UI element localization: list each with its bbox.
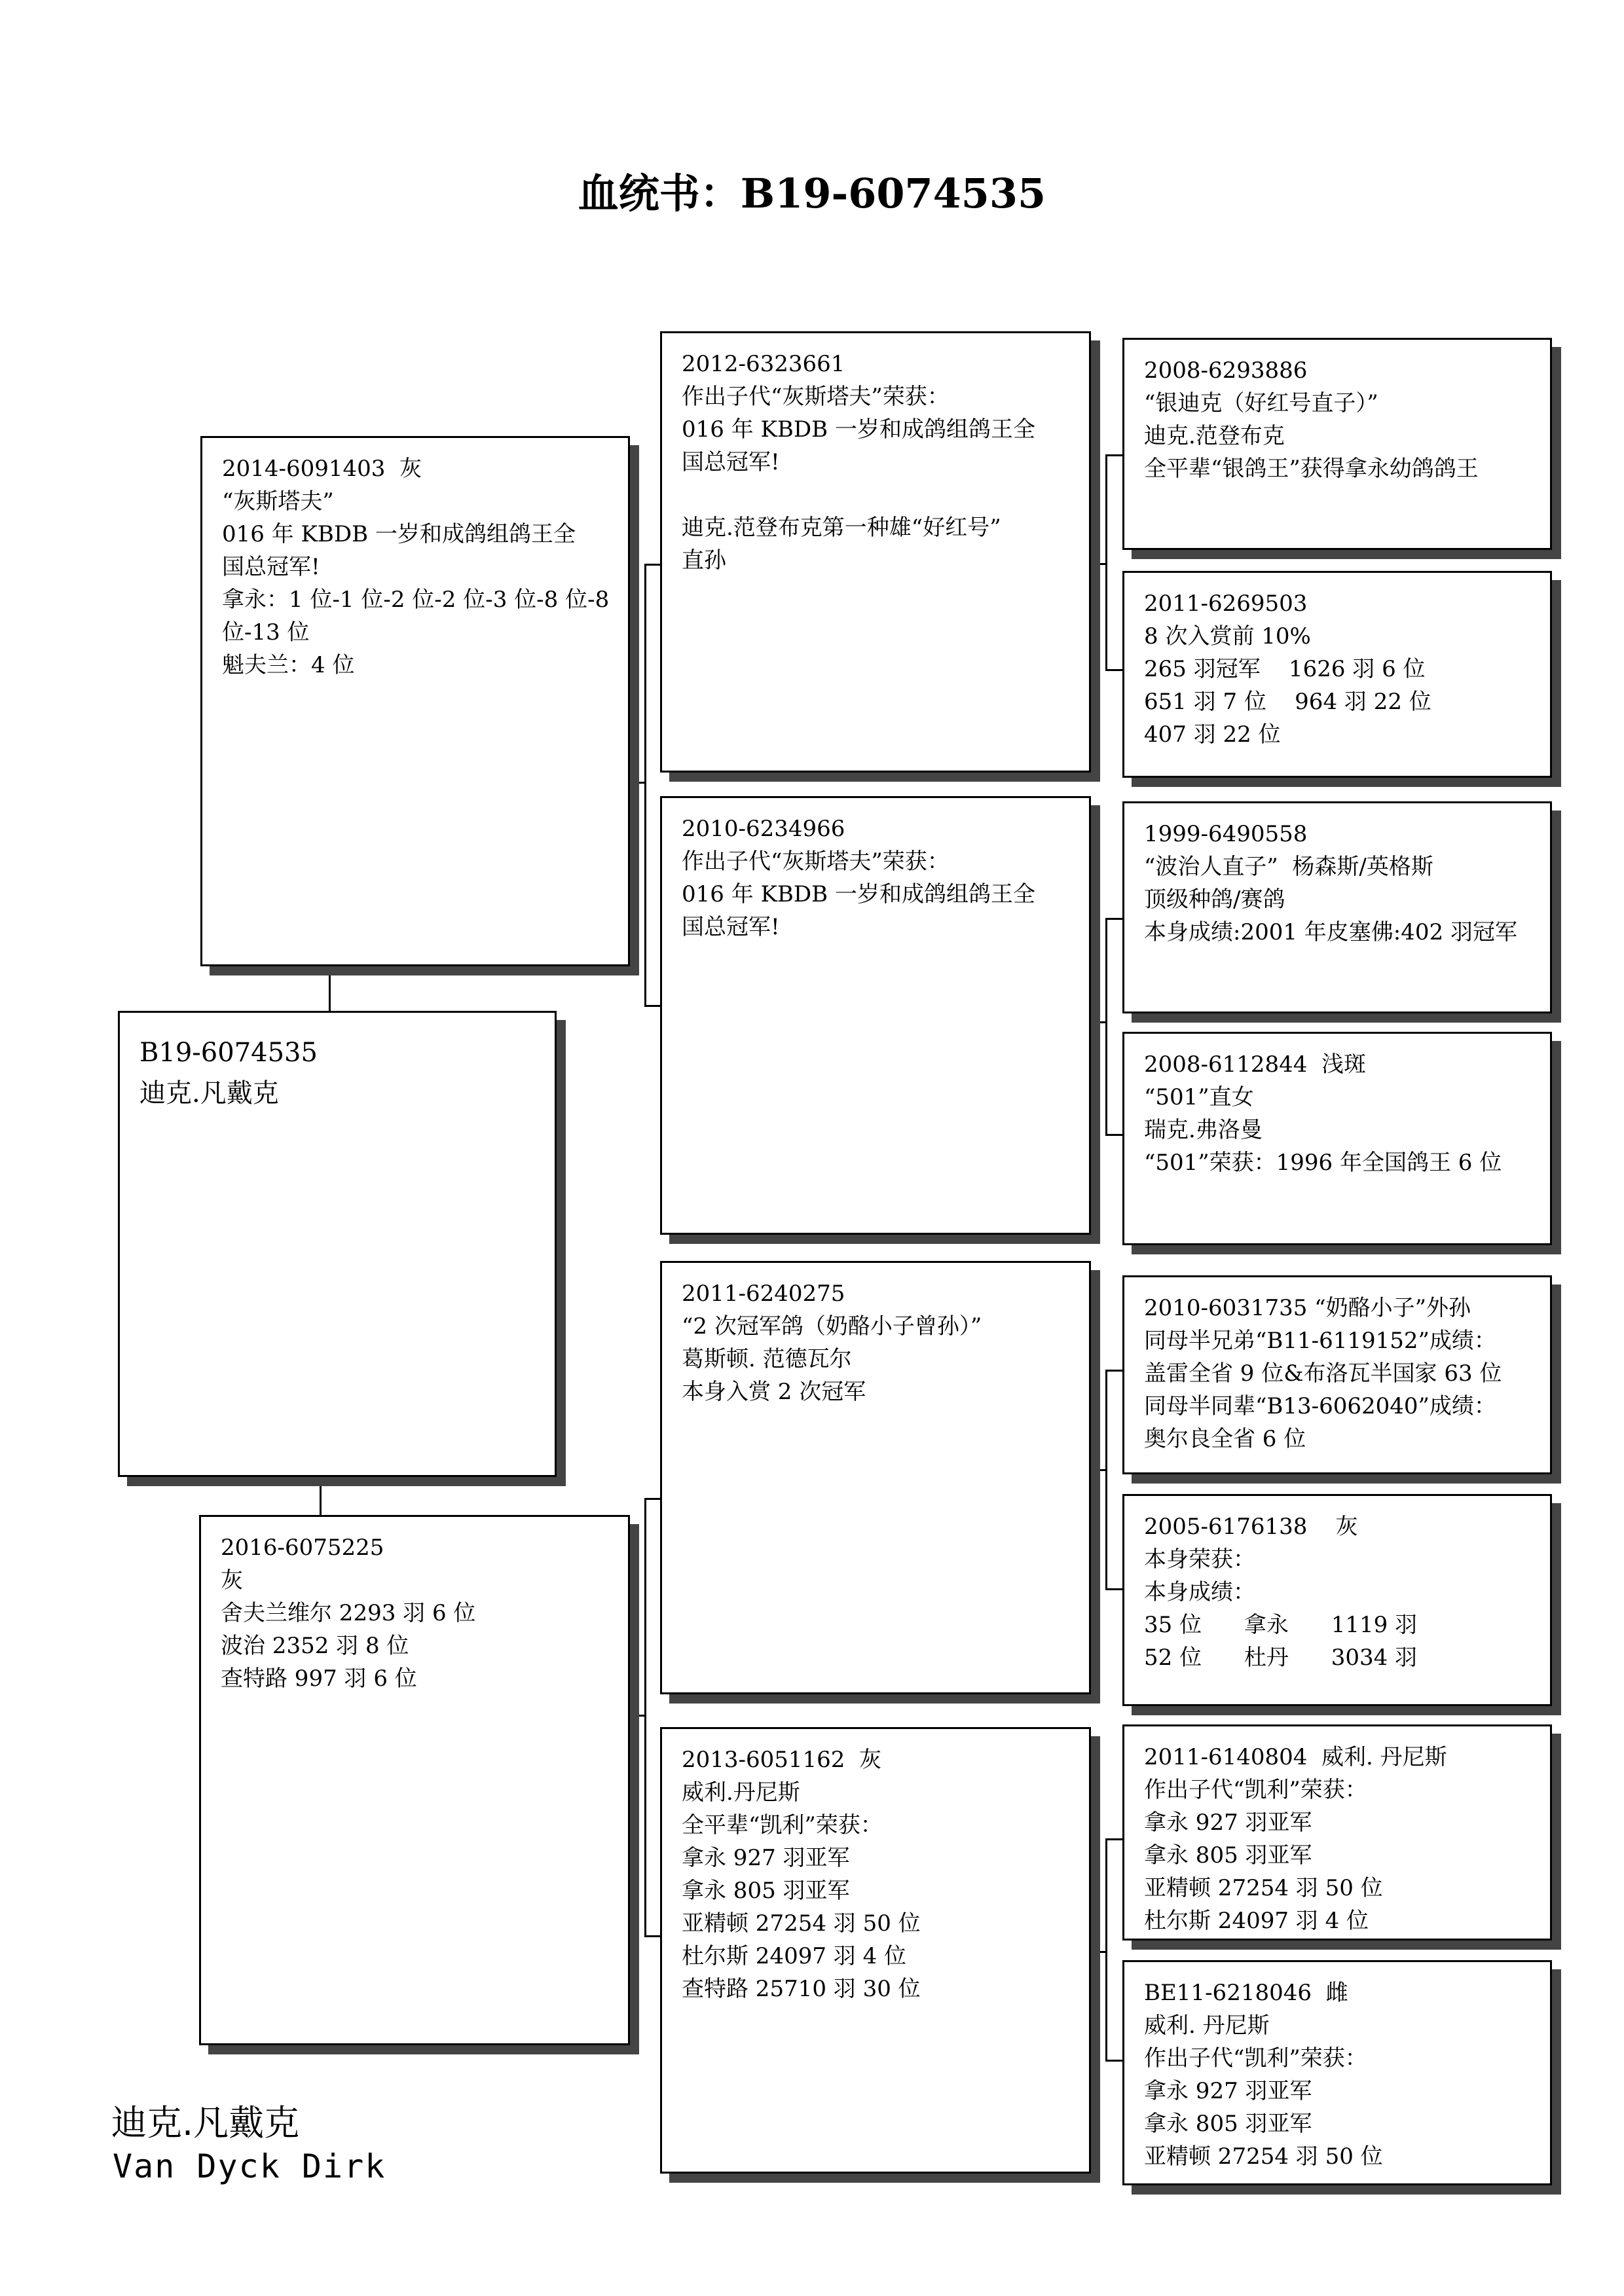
sire-sire-card	[660, 331, 1091, 773]
dam-sire-card	[660, 1261, 1091, 1694]
dam-sire-line: 2011-6240275	[682, 1281, 845, 1307]
ss-sire-line: “银迪克（好红号直子）”	[1144, 390, 1378, 416]
dam-dam-line: 拿永 927 羽亚军	[682, 1845, 850, 1871]
connector-line	[1091, 563, 1107, 565]
sd-sire-line: “波治人直子” 杨森斯/英格斯	[1144, 854, 1433, 880]
sd-dam-line: 瑞克.弗洛曼	[1144, 1117, 1263, 1143]
ss-dam-line: 8 次入赏前 10%	[1144, 623, 1311, 649]
dd-sire-line: 拿永 805 羽亚军	[1144, 1842, 1312, 1868]
sire-sire-line: 2012-6323661	[682, 351, 845, 377]
dd-dam-line: 威利. 丹尼斯	[1144, 2013, 1270, 2039]
ss-dam-line: 651 羽 7 位 964 羽 22 位	[1144, 689, 1431, 715]
dd-sire-line: 杜尔斯 24097 羽 4 位	[1144, 1908, 1369, 1934]
connector-line	[1105, 1588, 1122, 1590]
subject-breeder: 迪克.凡戴克	[139, 1078, 279, 1108]
connector-line	[1091, 1951, 1107, 1953]
connector-line	[1105, 1370, 1122, 1372]
dam-dam-line: 威利.丹尼斯	[682, 1779, 800, 1806]
dd-sire-line: 拿永 927 羽亚军	[1144, 1810, 1312, 1836]
sire-dam-card	[660, 796, 1091, 1235]
dd-dam-line: 拿永 805 羽亚军	[1144, 2111, 1312, 2137]
sire-line: 2014-6091403 灰	[222, 456, 422, 482]
ss-dam-line: 407 羽 22 位	[1144, 721, 1281, 748]
ds-sire-line: 2010-6031735 “奶酪小子”外孙	[1144, 1295, 1471, 1321]
subject-card	[118, 1011, 557, 1477]
dam-sire-line: 葛斯顿. 范德瓦尔	[682, 1346, 852, 1372]
connector-line	[644, 564, 660, 566]
connector-line	[1105, 669, 1122, 671]
dam-dam-line: 杜尔斯 24097 羽 4 位	[682, 1943, 907, 1969]
dd-dam-line: 拿永 927 羽亚军	[1144, 2078, 1312, 2104]
dd-dam-line: 亚精顿 27254 羽 50 位	[1144, 2143, 1383, 2170]
sd-dam-line: “501”荣获：1996 年全国鸽王 6 位	[1144, 1150, 1502, 1176]
connector-line	[644, 564, 646, 1006]
ds-dam-line: 52 位 杜丹 3034 羽	[1144, 1645, 1418, 1671]
sire-sire-line: 016 年 KBDB 一岁和成鸽组鸽王全	[682, 416, 1035, 443]
connector-line	[644, 1498, 646, 1937]
sire-line: 016 年 KBDB 一岁和成鸽组鸽王全	[222, 521, 576, 547]
dam-line: 舍夫兰维尔 2293 羽 6 位	[221, 1600, 476, 1626]
ds-dam-line: 2005-6176138 灰	[1144, 1514, 1358, 1540]
sd-dam-card	[1122, 1032, 1552, 1245]
subject-ring: B19-6074535	[139, 1038, 318, 1068]
connector-line	[1105, 454, 1107, 670]
sd-sire-line: 1999-6490558	[1144, 821, 1308, 847]
sd-dam-line: 2008-6112844 浅斑	[1144, 1051, 1367, 1078]
dd-dam-card	[1122, 1960, 1552, 2185]
sire-sire-line: 直孙	[682, 547, 726, 574]
ss-dam-card	[1122, 571, 1552, 778]
sire-dam-line: 国总冠军!	[682, 914, 780, 940]
dam-dam-line: 全平辈“凯利”荣获：	[682, 1812, 883, 1838]
breeder-name-en: Van Dyck Dirk	[113, 2147, 386, 2185]
connector-line	[1091, 1469, 1107, 1471]
dam-line: 2016-6075225	[221, 1535, 384, 1561]
ds-dam-line: 本身荣获：	[1144, 1546, 1255, 1573]
dd-sire-line: 2011-6140804 威利. 丹尼斯	[1144, 1744, 1447, 1770]
dam-line: 灰	[221, 1567, 243, 1594]
dam-dam-line: 亚精顿 27254 羽 50 位	[682, 1910, 921, 1937]
sire-line: “灰斯塔夫”	[222, 488, 334, 515]
ss-sire-line: 2008-6293886	[1144, 357, 1308, 384]
connector-line	[1105, 1838, 1122, 1840]
connector-line	[1105, 2060, 1122, 2062]
connector-line	[320, 1477, 322, 1515]
dam-dam-line: 2013-6051162 灰	[682, 1747, 882, 1773]
ss-dam-line: 265 羽冠军 1626 羽 6 位	[1144, 656, 1426, 682]
dam-sire-line: “2 次冠军鸽（奶酪小子曾孙）”	[682, 1313, 982, 1339]
sire-sire-line: 国总冠军!	[682, 449, 780, 475]
ds-dam-line: 35 位 拿永 1119 羽	[1144, 1612, 1418, 1638]
ss-dam-line: 2011-6269503	[1144, 591, 1308, 617]
sire-line: 位-13 位	[222, 619, 310, 646]
connector-line	[644, 1005, 660, 1007]
ds-sire-line: 奥尔良全省 6 位	[1144, 1426, 1306, 1452]
sire-card	[200, 436, 630, 966]
dd-dam-line: 作出子代“凯利”荣获：	[1144, 2045, 1367, 2071]
sire-dam-line: 016 年 KBDB 一岁和成鸽组鸽王全	[682, 881, 1035, 907]
sd-dam-line: “501”直女	[1144, 1084, 1254, 1110]
sire-sire-line: 作出子代“灰斯塔夫”荣获：	[682, 384, 950, 410]
connector-line	[1105, 1370, 1107, 1590]
connector-line	[630, 1715, 644, 1717]
dam-line: 波治 2352 羽 8 位	[221, 1633, 409, 1659]
page-title: 血统书：B19-6074535	[578, 170, 1046, 217]
dd-sire-line: 作出子代“凯利”荣获：	[1144, 1777, 1367, 1803]
connector-line	[329, 970, 331, 1011]
connector-line	[644, 1498, 660, 1500]
dd-sire-line: 亚精顿 27254 羽 50 位	[1144, 1875, 1383, 1901]
sd-sire-line: 顶级种鸽/赛鸽	[1144, 886, 1285, 913]
sire-dam-line: 2010-6234966	[682, 816, 845, 842]
dd-sire-card	[1122, 1724, 1552, 1941]
dam-sire-line: 本身入赏 2 次冠军	[682, 1379, 866, 1405]
connector-line	[1091, 1021, 1107, 1023]
sire-line: 拿永：1 位-1 位-2 位-2 位-3 位-8 位-8	[222, 587, 610, 613]
connector-line	[1105, 918, 1107, 1135]
connector-line	[1105, 1838, 1107, 2061]
connector-line	[1105, 918, 1122, 920]
sire-line: 魁夫兰：4 位	[222, 652, 355, 678]
sire-sire-line: 迪克.范登布克第一种雄“好红号”	[682, 515, 1001, 541]
dam-line: 查特路 997 羽 6 位	[221, 1666, 417, 1692]
dam-dam-line: 拿永 805 羽亚军	[682, 1878, 850, 1904]
ds-dam-line: 本身成绩：	[1144, 1579, 1255, 1605]
sd-sire-line: 本身成绩:2001 年皮塞佛:402 羽冠军	[1144, 919, 1517, 945]
ss-sire-line: 迪克.范登布克	[1144, 423, 1285, 449]
dam-card	[199, 1515, 630, 2045]
dam-dam-card	[660, 1727, 1091, 2174]
ds-sire-card	[1122, 1275, 1552, 1474]
sd-sire-card	[1122, 801, 1552, 1013]
dam-dam-line: 查特路 25710 羽 30 位	[682, 1976, 921, 2002]
connector-line	[630, 782, 644, 784]
ds-sire-line: 盖雷全省 9 位&布洛瓦半国家 63 位	[1144, 1360, 1502, 1387]
ss-sire-line: 全平辈“银鸽王”获得拿永幼鸽鸽王	[1144, 456, 1479, 482]
connector-line	[644, 1935, 660, 1937]
ss-sire-card	[1122, 338, 1552, 550]
ds-dam-card	[1122, 1494, 1552, 1706]
ds-sire-line: 同母半同辈“B13-6062040”成绩：	[1144, 1393, 1496, 1419]
dd-dam-line: BE11-6218046 雌	[1144, 1980, 1348, 2006]
sire-sire-line	[682, 479, 1069, 511]
sire-line: 国总冠军!	[222, 554, 320, 580]
connector-line	[1105, 1134, 1122, 1136]
ds-sire-line: 同母半兄弟“B11-6119152”成绩：	[1144, 1328, 1496, 1354]
breeder-name-cn: 迪克.凡戴克	[111, 2102, 300, 2143]
sire-dam-line: 作出子代“灰斯塔夫”荣获：	[682, 848, 950, 875]
connector-line	[1105, 454, 1122, 456]
